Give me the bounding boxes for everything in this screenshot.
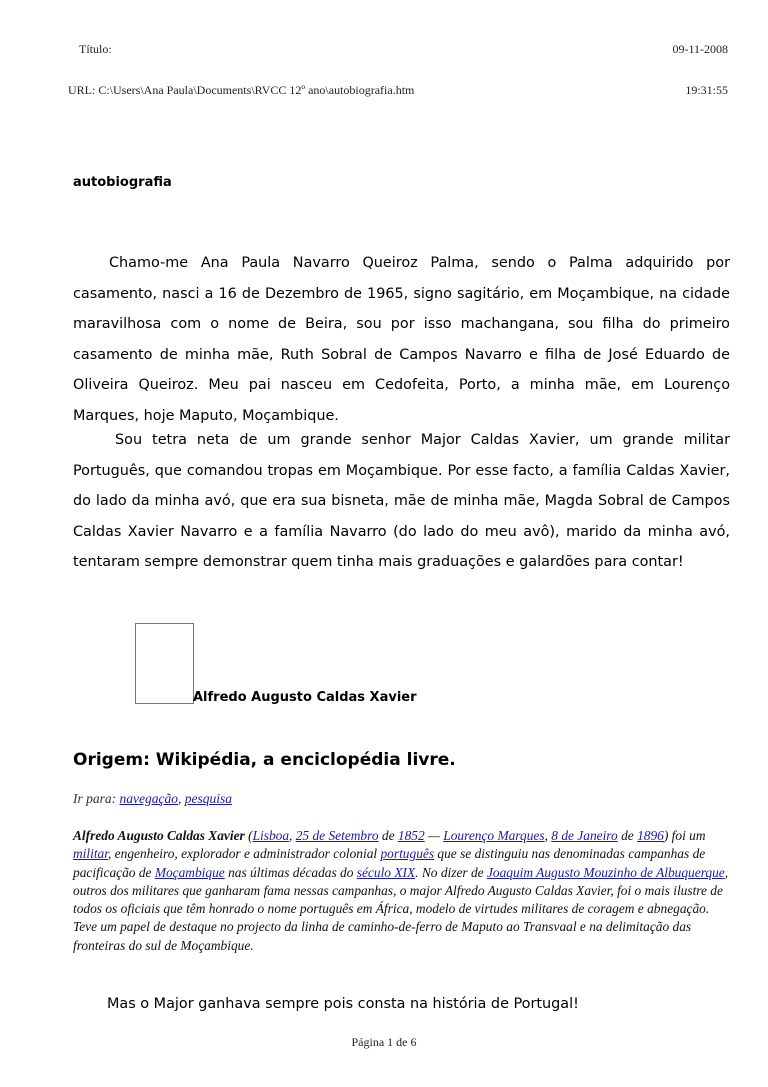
wiki-text: que se distinguiu nas denominadas campanhas de pacificação de xyxy=(73,846,706,880)
header-title-label: Título: xyxy=(79,42,112,56)
link-death-date[interactable]: 8 de Janeiro xyxy=(551,828,618,843)
link-lisboa[interactable]: Lisboa xyxy=(252,828,290,843)
wiki-text: , xyxy=(544,828,552,843)
paragraph-1-text: Chamo-me Ana Paula Navarro Queiroz Palma, sendo o Palma adquirido por casamento, nasci a 16 de Dezembro de 1965, signo sagitário, em Moçambique, na cidade maravilhosa com o nome de Beira, sou por isso machangana, sou filha do primeiro casamento de minha mãe, Ruth Sobral de Campos Navarro e filha de José Eduardo de Oliveira Queiroz. Meu pai nasceu em Cedofeita, Porto, a minha mãe, em Lourenço Marques, hoje Maputo, Moçambique. xyxy=(73,255,730,424)
link-birth-year[interactable]: 1852 xyxy=(397,828,425,843)
ir-para-separator: , xyxy=(177,791,185,806)
wiki-text: , outros dos militares que ganharam fama nessas campanhas, o major Alfredo Augusto Caldas Xavier, foi o mais ilustre de todos os oficiais que têm honrado o nome português em África, modelo de virtudes militares de coragem e abnegação. Teve um papel de destaque no projecto da linha de caminho-de-ferro de Maputo ao Transvaal e na delimitação das fronteiras do sul de Moçambique. xyxy=(73,864,729,953)
page-footer: Página 1 de 6 xyxy=(351,1035,417,1049)
paragraph-2-text: Sou tetra neta de um grande senhor Major Caldas Xavier, um grande militar Português, que comandou tropas em Moçambique. Por esse facto, a família Caldas Xavier, do lado da minha avó, que era sua bisneta, mãe de minha mãe, Magda Sobral de Campos Caldas Xavier Navarro e a família Navarro (do lado do meu avô), marido da minha avó, tentaram sempre demonstrar quem tinha mais graduações e galardões para contar! xyxy=(73,432,730,571)
image-caption: Alfredo Augusto Caldas Xavier xyxy=(193,690,417,705)
ir-para-line xyxy=(73,791,232,807)
link-birth-date[interactable]: 25 de Setembro xyxy=(295,828,379,843)
header-date: 09-11-2008 xyxy=(672,42,728,56)
portrait-image-placeholder xyxy=(135,623,194,704)
wiki-text: ( xyxy=(244,828,253,843)
paragraph-1 xyxy=(73,248,730,432)
wiki-text: nas últimas décadas do xyxy=(224,864,357,880)
link-lourenco-marques[interactable]: Lourenço Marques xyxy=(443,828,545,843)
wiki-text: , xyxy=(289,828,296,843)
wiki-title: Origem: Wikipédia, a enciclopédia livre. xyxy=(73,750,456,770)
wiki-name: Alfredo Augusto Caldas Xavier xyxy=(73,828,245,843)
wiki-text: ) foi um xyxy=(663,828,706,843)
ir-para-prefix: Ir para: xyxy=(73,791,120,806)
link-mocambique[interactable]: Moçambique xyxy=(154,864,225,880)
link-portugues[interactable]: português xyxy=(380,846,435,862)
link-militar[interactable]: militar xyxy=(73,846,108,862)
link-death-year[interactable]: 1896 xyxy=(637,828,664,843)
header-time: 19:31:55 xyxy=(685,83,728,97)
wiki-text: — xyxy=(424,828,444,843)
wiki-text: , engenheiro, explorador e administrador colonial xyxy=(107,846,381,862)
search-link[interactable]: pesquisa xyxy=(184,791,232,806)
wiki-text: de xyxy=(378,828,398,843)
link-mouzinho[interactable]: Joaquim Augusto Mouzinho de Albuquerque xyxy=(486,864,725,880)
page-heading: autobiografia xyxy=(73,175,172,190)
wiki-text: . No dizer de xyxy=(415,864,487,880)
wiki-text: de xyxy=(617,828,638,843)
header-url: URL: C:\Users\Ana Paula\Documents\RVCC 12º ano\autobiografia.htm xyxy=(68,83,415,97)
wiki-paragraph xyxy=(73,827,733,955)
link-seculo-xix[interactable]: século XIX xyxy=(356,864,416,880)
paragraph-2 xyxy=(73,425,730,578)
navigation-link[interactable]: navegação xyxy=(119,791,178,806)
closing-line: Mas o Major ganhava sempre pois consta na história de Portugal! xyxy=(107,996,579,1012)
